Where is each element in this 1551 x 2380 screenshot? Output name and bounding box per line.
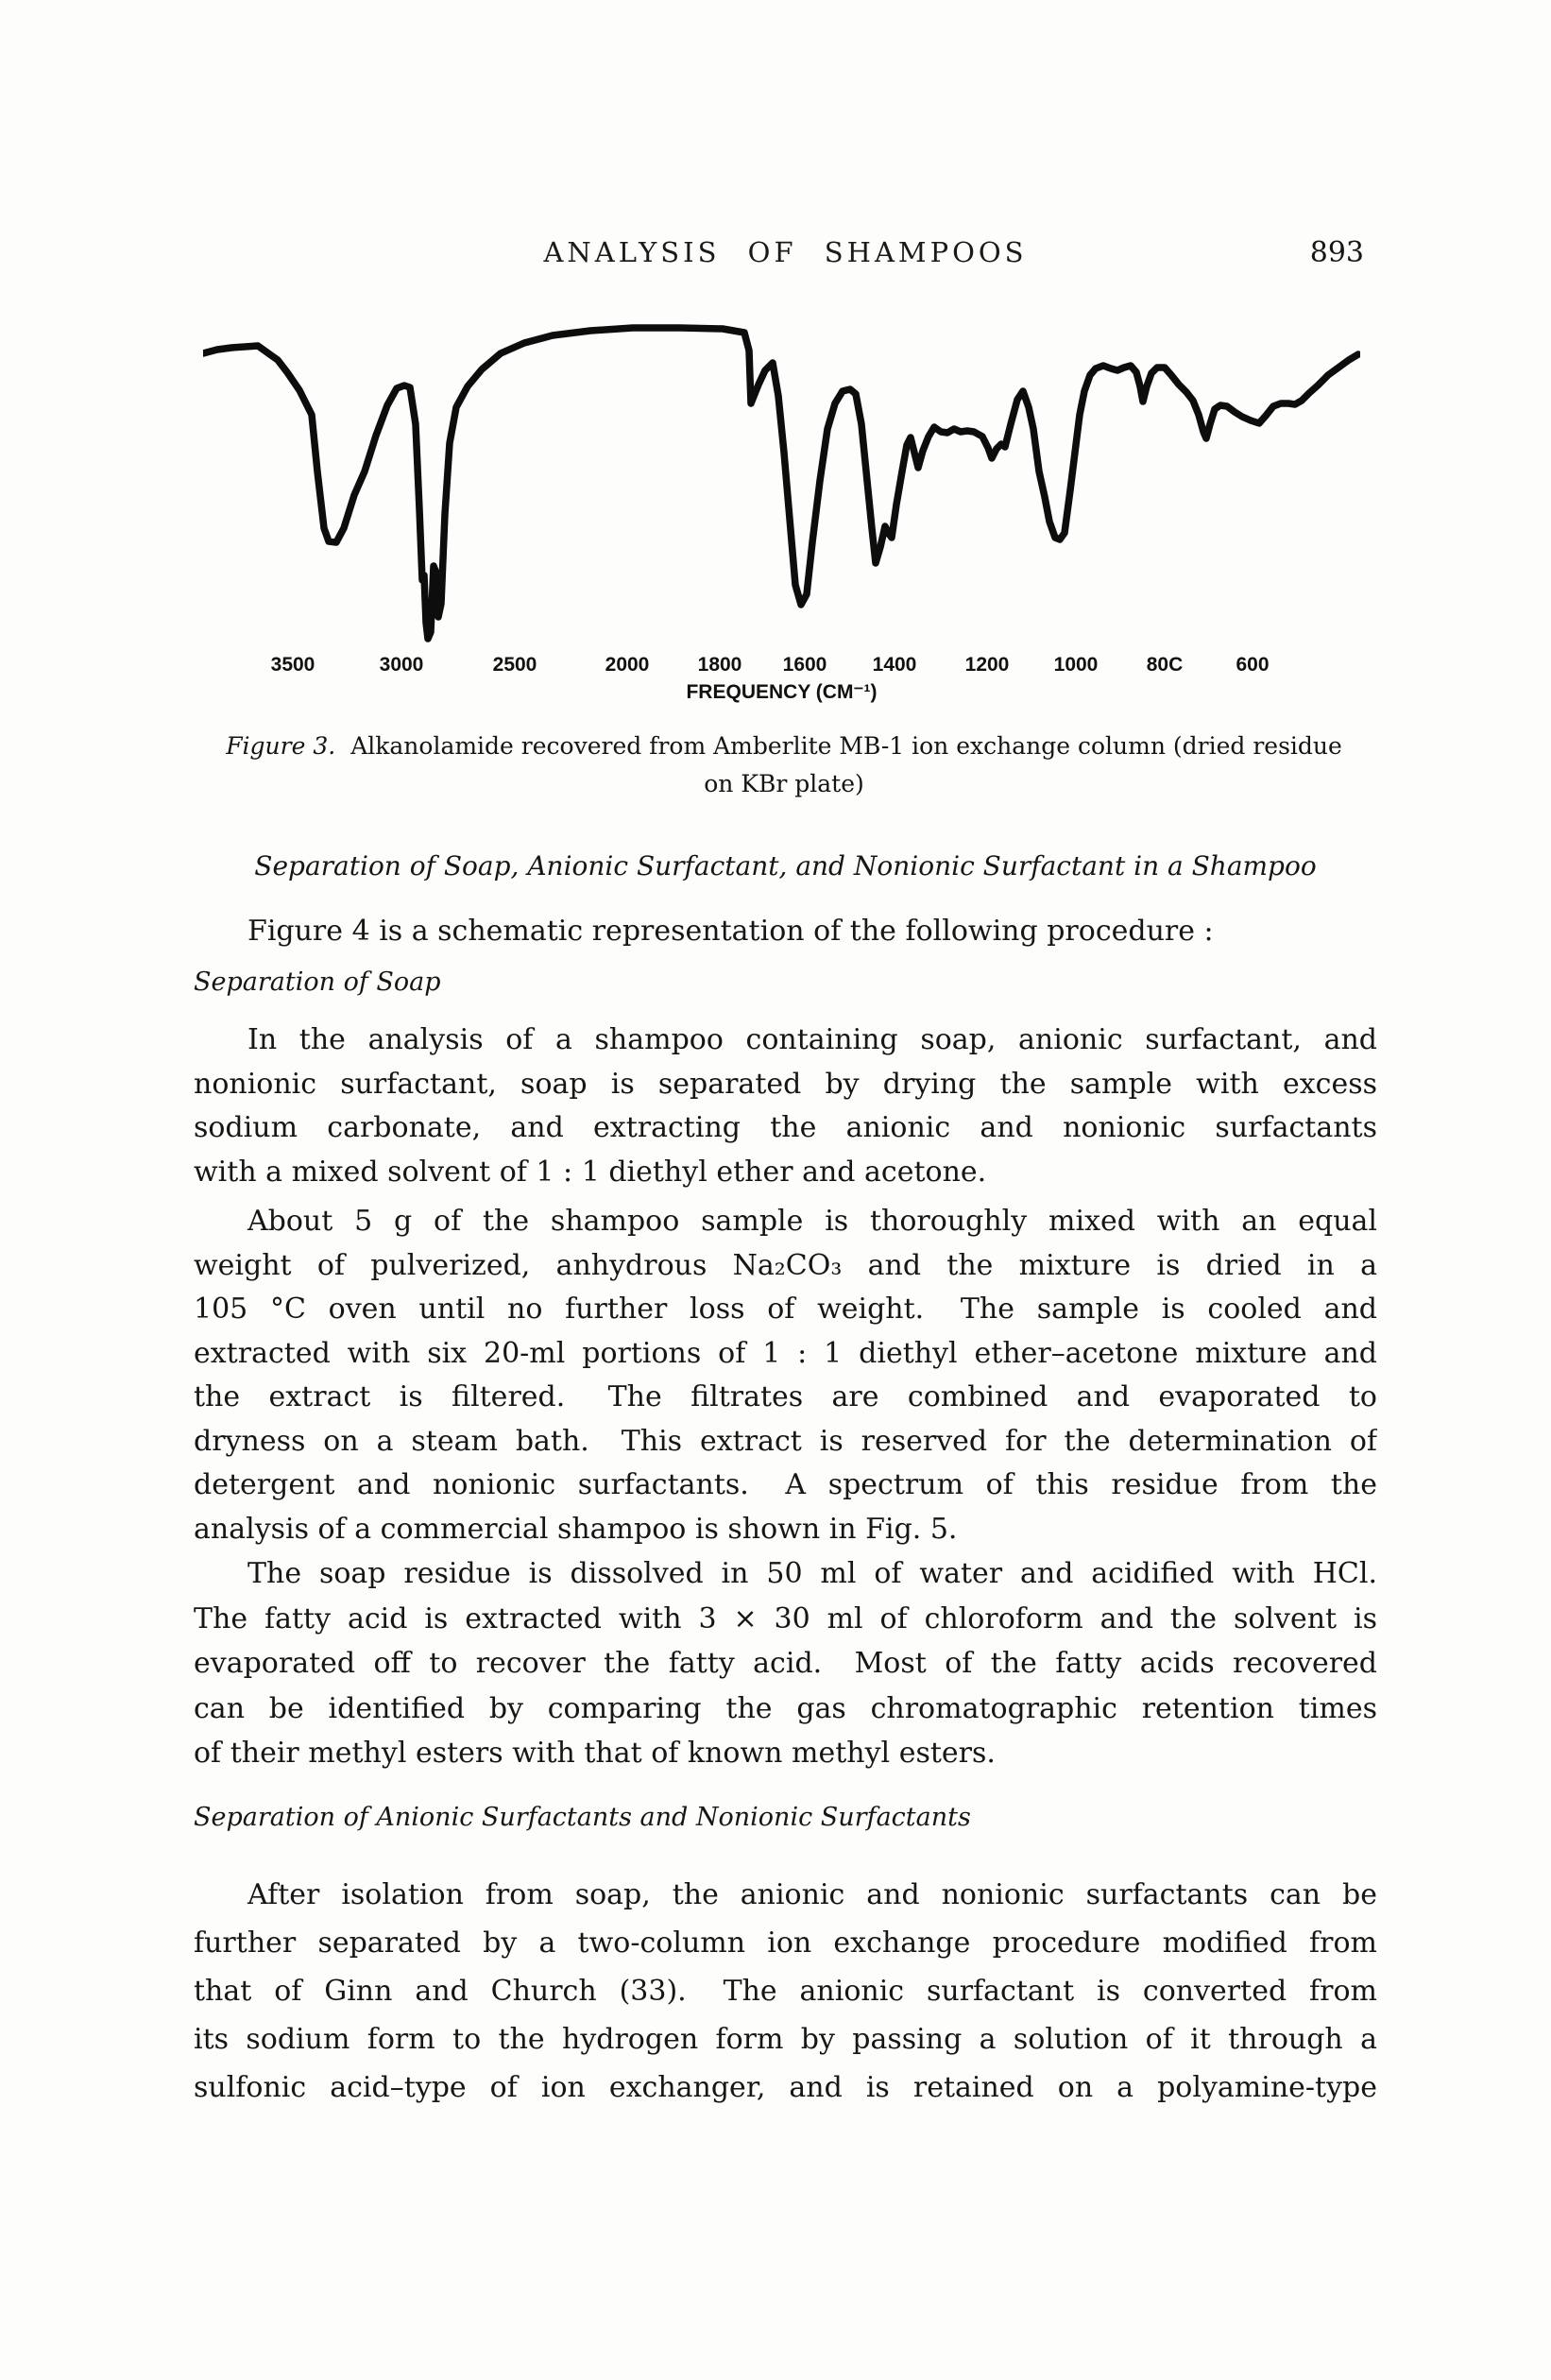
text-line: In the analysis of a shampoo containing soap, anionic surfactant, and [247,1023,1377,1056]
x-tick-label-3000: 3000 [379,654,424,676]
text-line: extracted with six 20-ml portions of 1 : 1 diethyl ether–acetone mixture and [194,1336,1377,1370]
text-line: After isolation from soap, the anionic and nonionic surfactants can be [247,1878,1377,1911]
text-line: nonionic surfactant, soap is separated by drying the sample with excess [194,1067,1377,1101]
x-tick-label-80C: 80C [1146,654,1184,676]
x-tick-label-1200: 1200 [964,654,1010,676]
x-tick-label-1000: 1000 [1053,654,1099,676]
text-line: sodium carbonate, and extracting the anionic and nonionic surfactants [194,1111,1377,1144]
text-line: analysis of a commercial shampoo is shown in Fig. 5. [194,1512,958,1546]
spectrum-curve [203,328,1358,639]
x-axis-title: FREQUENCY (CM⁻¹) [686,681,878,703]
ir-spectrum-figure [203,306,1360,646]
text-line: The fatty acid is extracted with 3 × 30 ml of chloroform and the solvent is [194,1601,1377,1635]
x-tick-label-1800: 1800 [697,654,742,676]
x-tick-label-1400: 1400 [872,654,917,676]
text-line: the extract is filtered. The filtrates are combined and evaporated to [194,1380,1377,1413]
text-line: Figure 4 is a schematic representation of the following procedure : [247,915,1214,948]
text-line: dryness on a steam bath. This extract is reserved for the determination of [194,1424,1377,1458]
x-tick-label-3500: 3500 [270,654,315,676]
subsection-heading-separation-of-soap: Separation of Soap [194,967,441,997]
text-line: can be identified by comparing the gas chromatographic retention times [194,1691,1377,1725]
text-line: 105 °C oven until no further loss of weight. The sample is cooled and [194,1293,1377,1326]
text-line: The soap residue is dissolved in 50 ml of water and acidified with HCl. [247,1557,1377,1590]
text-line: of their methyl esters with that of known methyl esters. [194,1737,996,1770]
text-line: with a mixed solvent of 1 : 1 diethyl ether and acetone. [194,1155,987,1189]
intro-paragraph [194,910,1377,954]
x-tick-label-1600: 1600 [782,654,827,676]
text-line: that of Ginn and Church (33). The anionic surfactant is converted from [194,1975,1377,2008]
text-line: About 5 g of the shampoo sample is thoroughly mixed with an equal [247,1205,1377,1238]
figure-caption-line1 [142,728,1426,765]
text-line: further separated by a two-column ion exchange procedure modified from [194,1926,1377,1960]
figure-caption-text: Alkanolamide recovered from Amberlite MB-1 ion exchange column (dried residue [350,732,1342,760]
x-tick-label-2000: 2000 [605,654,650,676]
paragraph-soap-residue [194,1551,1377,1776]
subsection-heading-anionic-nonionic: Separation of Anionic Surfactants and Nonionic Surfactants [194,1803,971,1832]
running-head: ANALYSIS OF SHAMPOOS [543,236,1028,268]
text-line: evaporated off to recover the fatty acid. Most of the fatty acids recovered [194,1647,1377,1680]
paragraph-sample-drying [194,1200,1377,1551]
figure-caption-line2: on KBr plate) [704,770,864,797]
x-tick-label-600: 600 [1236,654,1270,676]
paragraph-ion-exchange [194,1871,1377,2112]
text-line: its sodium form to the hydrogen form by passing a solution of it through a [194,2023,1377,2056]
x-tick-label-2500: 2500 [492,654,537,676]
figure-caption-label: Figure 3. [226,732,336,760]
text-line: detergent and nonionic surfactants. A spectrum of this residue from the [194,1468,1377,1501]
section-heading-separation-shampoo: Separation of Soap, Anionic Surfactant, and Nonionic Surfactant in a Shampoo [254,850,1317,882]
paragraph-soap-separation [194,1019,1377,1194]
figure-caption [142,728,1426,803]
x-axis-tick-labels [203,654,1360,678]
text-line: sulfonic acid–type of ion exchanger, and is retained on a polyamine-type [194,2071,1377,2104]
page-number: 893 [1309,236,1364,269]
text-line: weight of pulverized, anhydrous Na₂CO₃ and the mixture is dried in a [194,1248,1377,1282]
